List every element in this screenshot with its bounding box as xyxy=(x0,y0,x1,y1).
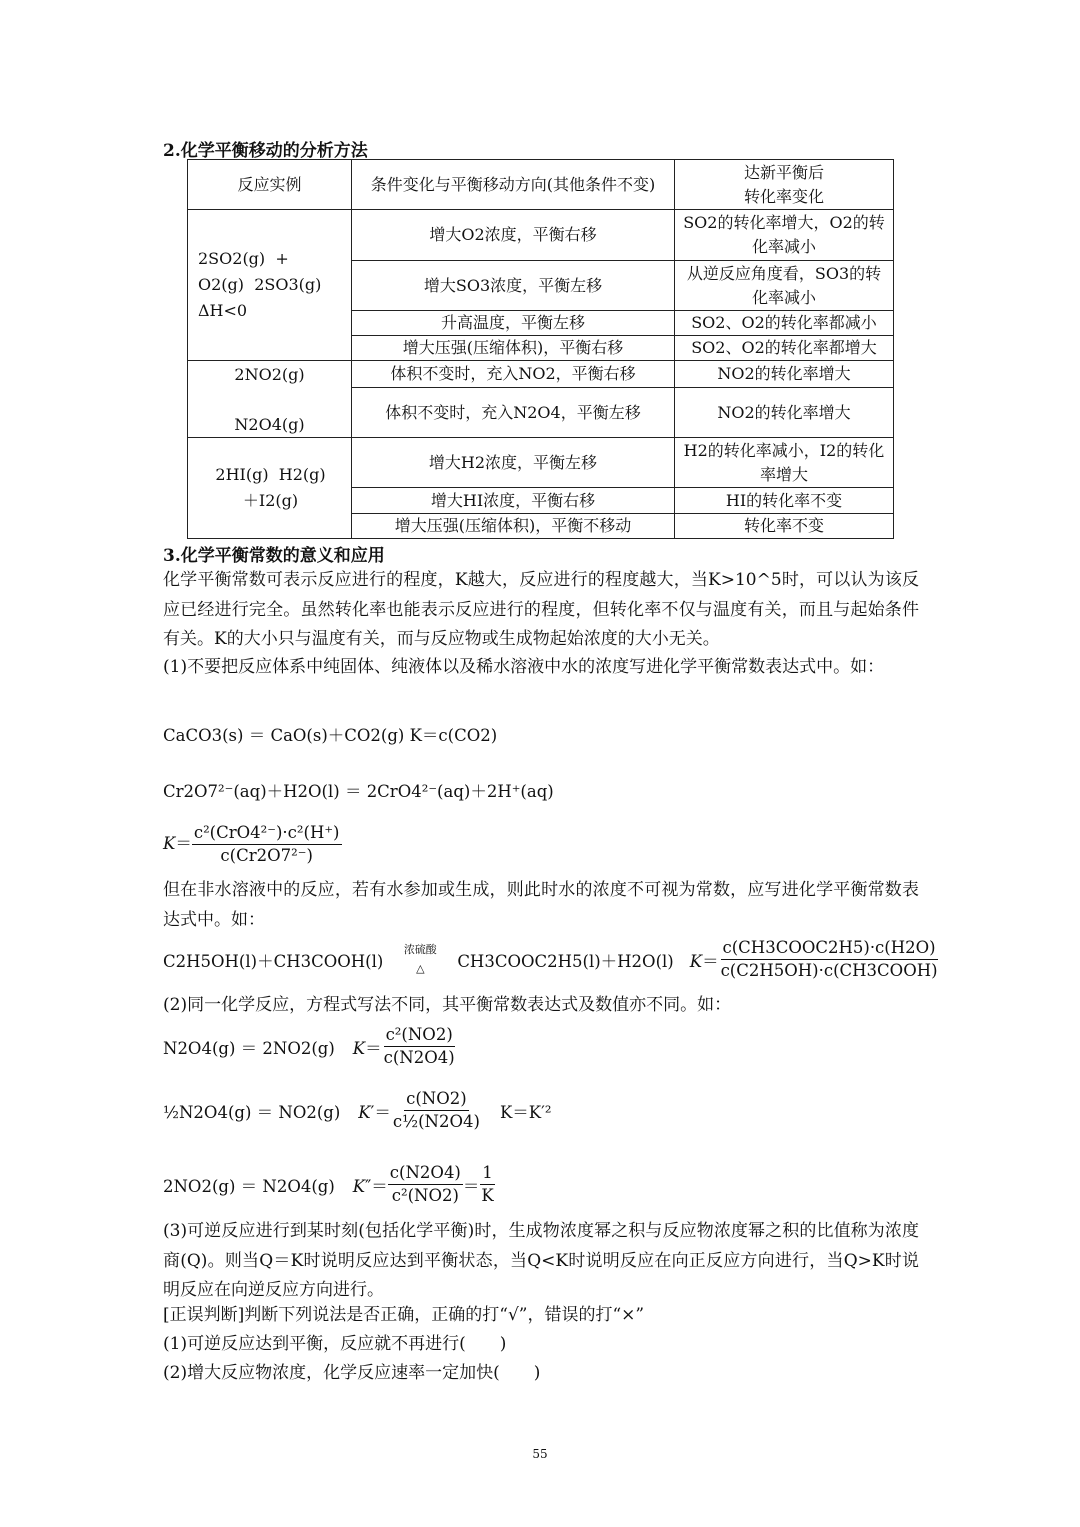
page-number: 55 xyxy=(532,1447,548,1461)
condition-cell: 体积不变时，充入NO2，平衡右移 xyxy=(352,361,675,388)
k-relation: K＝K′² xyxy=(499,1102,552,1122)
reaction-no2 xyxy=(188,361,352,438)
question-1: (1)可逆反应达到平衡，反应就不再进行( ) xyxy=(163,1334,507,1354)
table-row xyxy=(188,438,894,488)
question-text: (1)可逆反应达到平衡，反应就不再进行( xyxy=(163,1334,466,1354)
table-header-row xyxy=(188,160,894,210)
eq1-text: N2O4(g) ＝ 2NO2(g) xyxy=(163,1038,335,1058)
condition-cell: 升高温度，平衡左移 xyxy=(352,311,675,336)
caco3-equation: CaCO3(s) ＝ CaO(s)＋CO2(g) K＝c(CO2) xyxy=(163,726,498,745)
reaction-hi xyxy=(188,438,352,539)
point-2: (2)同一化学反应，方程式写法不同，其平衡常数表达式及数值亦不同。如： xyxy=(163,995,732,1015)
result-cell: 转化率不变 xyxy=(675,514,894,539)
k-dichromate: K＝ $\frac{\text{c²(CrO4²⁻)·c²(H⁺)}}{\text{c(Cr2O7²⁻)}}$ xyxy=(163,823,340,865)
reaction-line: 2SO2(g) + xyxy=(198,249,289,268)
header-condition: 条件变化与平衡移动方向(其他条件不变) xyxy=(352,160,675,210)
reaction-line: 2NO2(g) xyxy=(234,365,305,384)
condition-cell: 增大HI浓度，平衡右移 xyxy=(352,488,675,514)
question-text: (2)增大反应物浓度，化学反应速率一定加快( xyxy=(163,1363,500,1383)
ester-k-numerator: c(CH3COOC2H5)·c(H2O) xyxy=(721,937,938,960)
result-cell: NO2的转化率增大 xyxy=(675,361,894,388)
catalyst-label: 浓硫酸 xyxy=(403,943,437,956)
header-result: 达新平衡后 转化率变化 xyxy=(675,160,894,210)
reaction-line: N2O4(g) xyxy=(234,415,305,434)
section-2-title: 2.化学平衡移动的分析方法 xyxy=(163,141,368,161)
result-cell: NO2的转化率增大 xyxy=(675,388,894,438)
esterification-equation: C2H5OH(l)＋CH3COOH(l) 浓硫酸 △ CH3COOC2H5(l)＋H2O(l) K＝ $\frac{\text{c(CH3COOC2H5)·c(H2O)}}{\text{c(C2H5OH)·c(CH3COOH)}}$ xyxy=(163,938,938,980)
k3-inv-denominator: K xyxy=(481,1186,494,1205)
result-cell: SO2、O2的转化率都增大 xyxy=(675,336,894,361)
equilibrium-shift-table xyxy=(187,159,894,539)
condition-cell: 体积不变时，充入N2O4，平衡左移 xyxy=(352,388,675,438)
eq3-text: 2NO2(g) ＝ N2O4(g) xyxy=(163,1176,335,1196)
section-3-title: 3.化学平衡常数的意义和应用 xyxy=(163,546,385,566)
reaction-line: ＋I2(g) xyxy=(242,491,299,510)
judge-title: [正误判断]判断下列说法是否正确，正确的打“√”，错误的打“×” xyxy=(163,1305,645,1325)
result-cell: SO2的转化率增大，O2的转化率减小 xyxy=(675,210,894,261)
result-cell: HI的转化率不变 xyxy=(675,488,894,514)
ester-k-denominator: c(C2H5OH)·c(CH3COOH) xyxy=(720,961,938,980)
k-denominator: c(Cr2O7²⁻) xyxy=(220,846,313,865)
n2o4-equation-3: 2NO2(g) ＝ N2O4(g) K″＝ $\frac{c(N2O4)}{\text{c²(NO2)}}$ ＝ $\frac{1}{K}$ xyxy=(163,1163,494,1205)
k3-numerator: c(N2O4) xyxy=(388,1162,463,1185)
k3-inv-numerator: 1 xyxy=(480,1162,495,1185)
result-cell: H2的转化率减小，I2的转化率增大 xyxy=(675,438,894,488)
reaction-line: O2(g) 2SO3(g) xyxy=(198,275,322,294)
eq2-text: ½N2O4(g) ＝ NO2(g) xyxy=(163,1102,341,1122)
intro-paragraph: 化学平衡常数可表示反应进行的程度，K越大，反应进行的程度越大，当K>10^5时，可以认为该反应已经进行完全。虽然转化率也能表示反应进行的程度，但转化率不仅与温度有关，而且与起始条件有关。K的大小只与温度有关，而与反应物或生成物起始浓度的大小无关。 xyxy=(163,570,919,649)
condition-cell: 增大SO3浓度，平衡左移 xyxy=(352,261,675,311)
nonaqueous-paragraph: 但在非水溶液中的反应，若有水参加或生成，则此时水的浓度不可视为常数，应写进化学平衡常数表达式中。如： xyxy=(163,880,919,930)
condition-cell: 增大压强(压缩体积)，平衡不移动 xyxy=(352,514,675,539)
k2-denominator: c½(N2O4) xyxy=(392,1112,480,1131)
header-reaction: 反应实例 xyxy=(188,160,352,210)
result-cell: SO2、O2的转化率都减小 xyxy=(675,311,894,336)
ester-lhs: C2H5OH(l)＋CH3COOH(l) xyxy=(163,951,384,971)
k2-numerator: c(NO2) xyxy=(404,1088,469,1111)
condition-cell: 增大H2浓度，平衡左移 xyxy=(352,438,675,488)
reaction-line: 2HI(g) H2(g) xyxy=(215,465,326,484)
reaction-so2 xyxy=(188,210,352,361)
ester-rhs: CH3COOC2H5(l)＋H2O(l) xyxy=(457,951,674,971)
k1-denominator: c(N2O4) xyxy=(383,1048,455,1067)
ester-condition xyxy=(397,943,443,976)
k1-numerator: c²(NO2) xyxy=(384,1024,455,1047)
dichromate-equation: Cr2O7²⁻(aq)＋H2O(l) ＝ 2CrO4²⁻(aq)＋2H⁺(aq) xyxy=(163,782,554,801)
point-1: (1)不要把反应体系中纯固体、纯液体以及稀水溶液中水的浓度写进化学平衡常数表达式中。如： xyxy=(163,657,885,677)
reaction-line: ΔH<0 xyxy=(198,301,248,320)
table-row xyxy=(188,210,894,261)
condition-cell: 增大O2浓度，平衡右移 xyxy=(352,210,675,261)
k-numerator: c²(CrO4²⁻)·c²(H⁺) xyxy=(192,822,342,845)
k3-denominator: c²(NO2) xyxy=(391,1186,459,1205)
point-3: (3)可逆反应进行到某时刻(包括化学平衡)时，生成物浓度幂之积与反应物浓度幂之积的比值称为浓度商(Q)。则当Q＝K时说明反应达到平衡状态，当Q<K时说明反应在向正反应方向进行，当Q>K时说明反应在向逆反应方向进行。 xyxy=(163,1221,919,1300)
n2o4-equation-2: ½N2O4(g) ＝ NO2(g) K′＝ $\frac{c(NO2)}{\text{c½(N2O4)}}$ K＝K′² xyxy=(163,1089,552,1131)
condition-cell: 增大压强(压缩体积)，平衡右移 xyxy=(352,336,675,361)
table-row xyxy=(188,361,894,388)
heat-symbol: △ xyxy=(416,962,425,975)
n2o4-equation-1: N2O4(g) ＝ 2NO2(g) K＝ $\frac{\text{c²(NO2)}}{c(N2O4)}$ xyxy=(163,1025,455,1067)
question-2: (2)增大反应物浓度，化学反应速率一定加快( ) xyxy=(163,1363,541,1383)
result-cell: 从逆反应角度看，SO3的转化率减小 xyxy=(675,261,894,311)
